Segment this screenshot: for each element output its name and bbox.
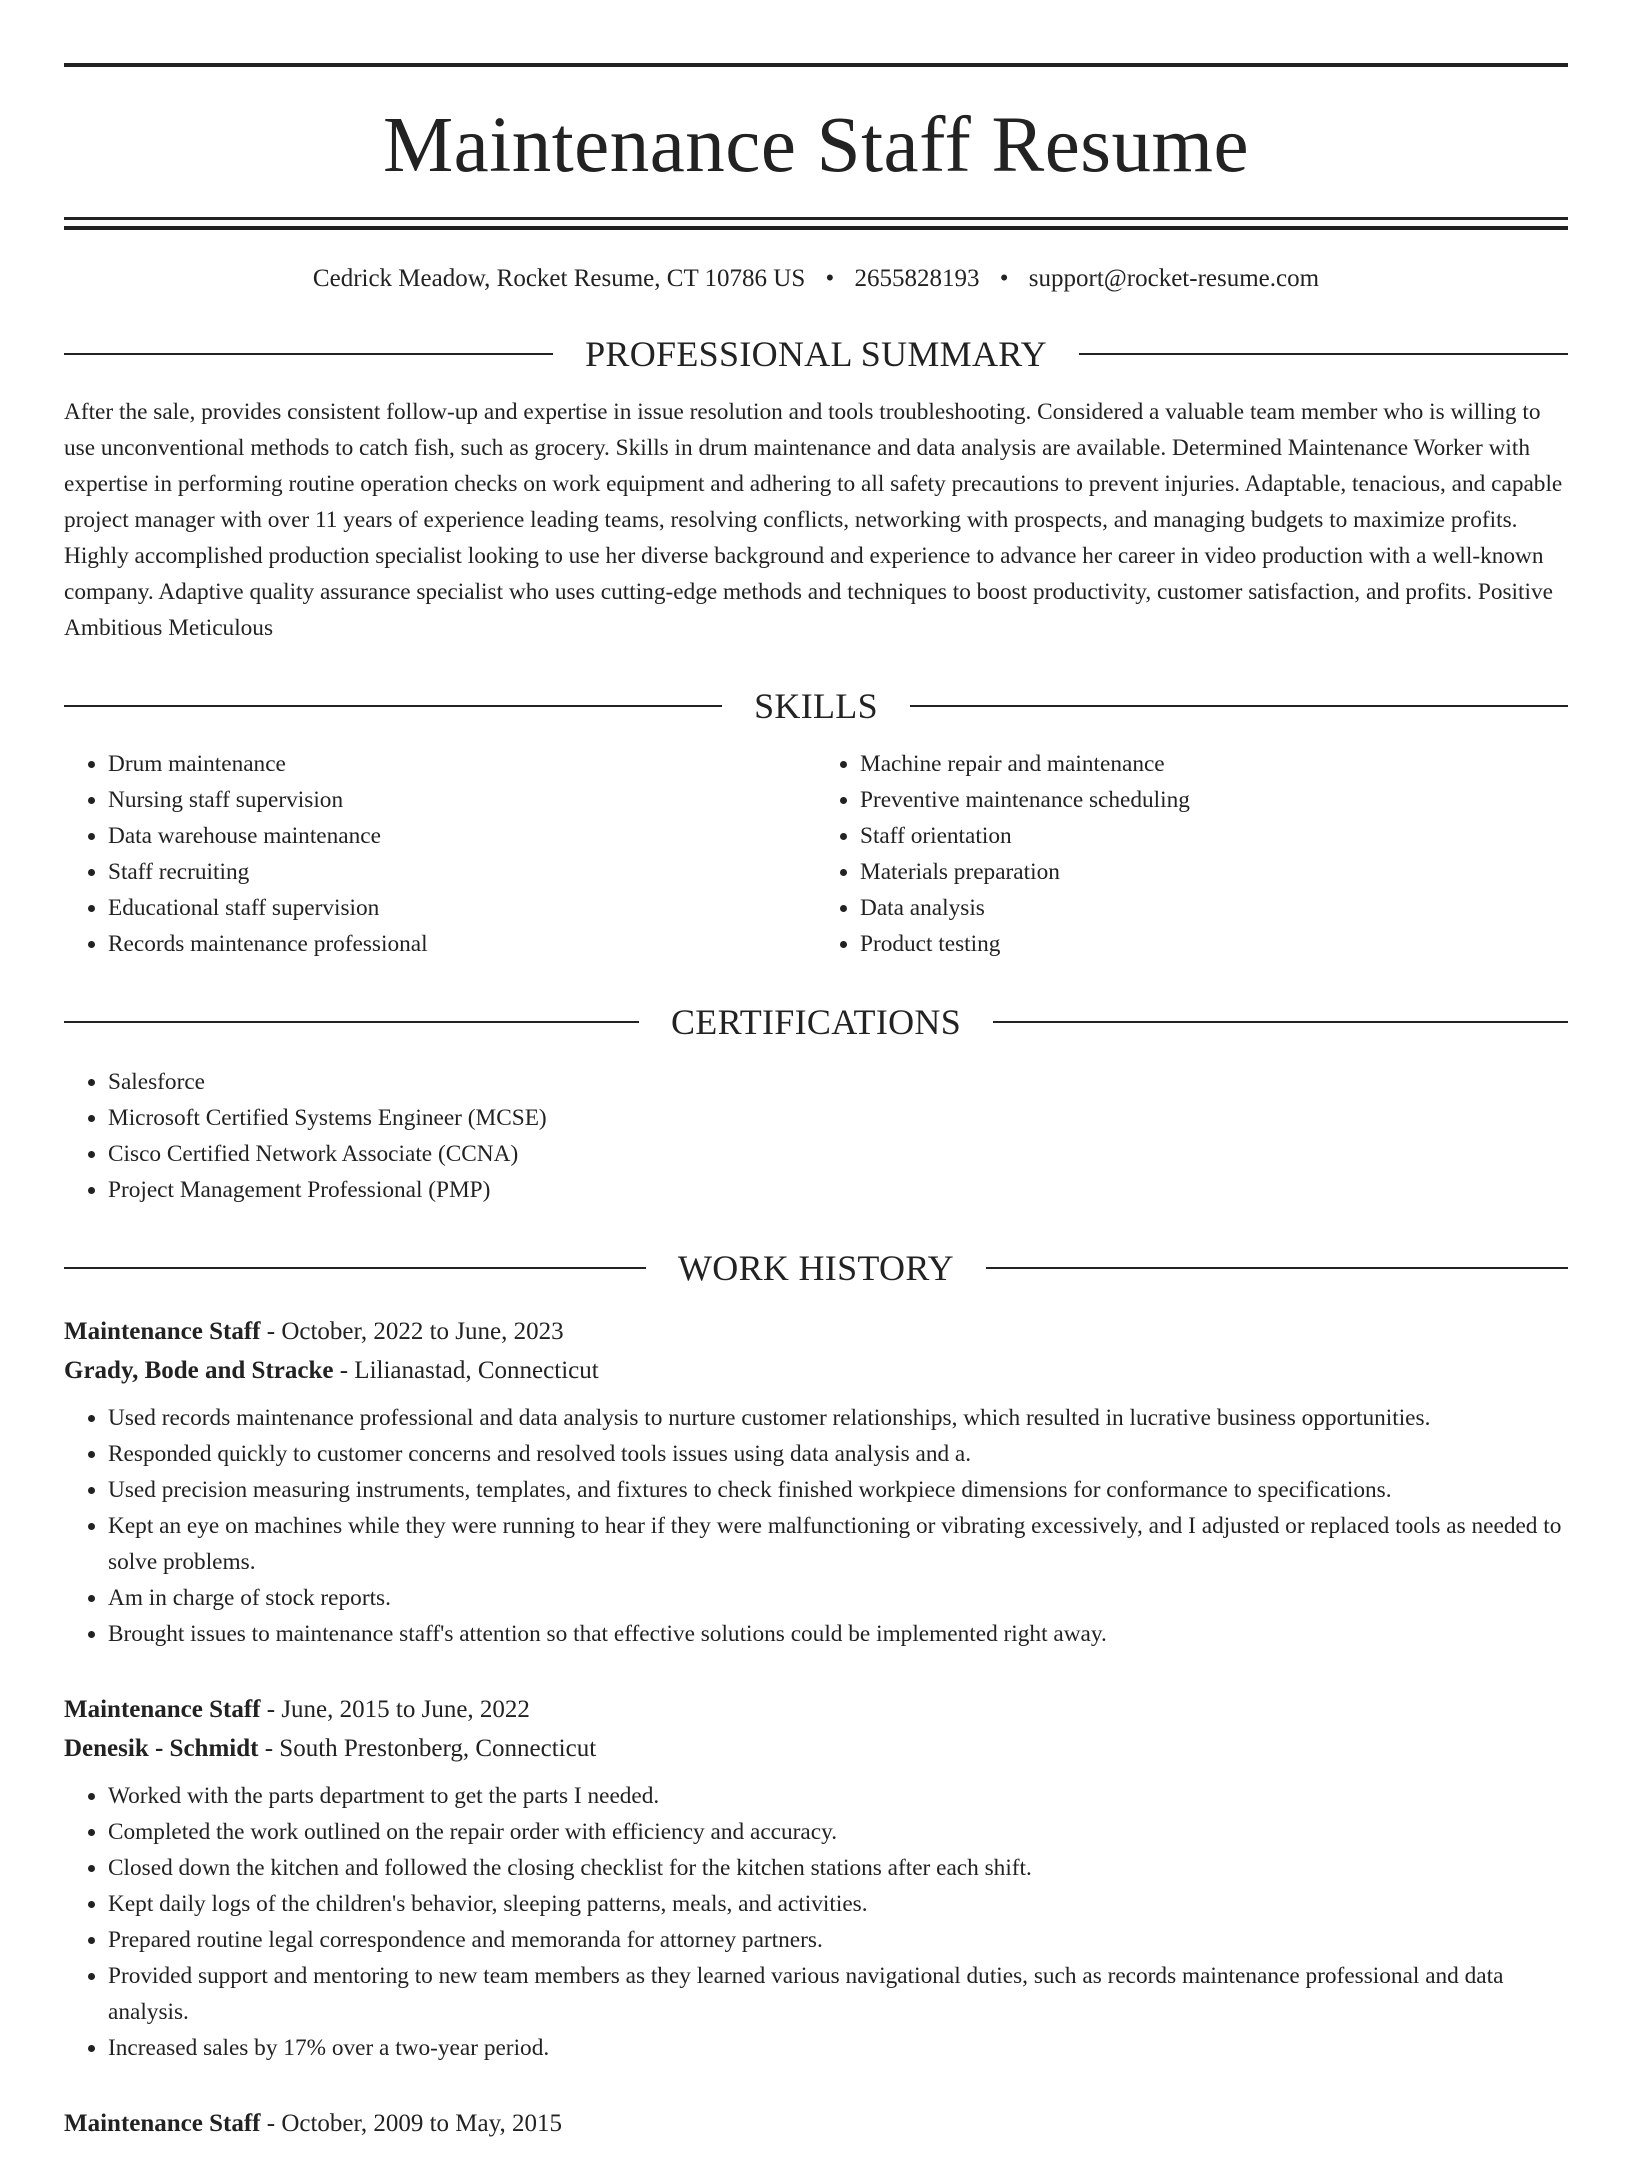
heading-rule-left xyxy=(64,1267,646,1269)
job-company-line xyxy=(64,1729,1568,1768)
heading-rule-left xyxy=(64,1021,639,1023)
job-bullet: • Responded quickly to customer concerns and resolved tools issues using data analysis and a. xyxy=(108,1436,1568,1472)
job-entry xyxy=(64,1312,1568,1652)
summary-heading-label: PROFESSIONAL SUMMARY xyxy=(585,334,1047,374)
skill-item: • Product testing xyxy=(860,926,1568,962)
contact-address: Cedrick Meadow, Rocket Resume, CT 10786 US xyxy=(312,265,806,292)
job-title-line xyxy=(64,1312,1568,1351)
job-bullet: • Kept daily logs of the children's behavior, sleeping patterns, meals, and activities. xyxy=(108,1886,1568,1922)
work-history-heading-label: WORK HISTORY xyxy=(678,1248,954,1288)
title-double-rule xyxy=(64,217,1568,230)
contact-separator: • xyxy=(999,265,1009,292)
skill-item: • Records maintenance professional xyxy=(108,926,816,962)
job-bullet: • Prepared routine legal correspondence and memoranda for attorney partners. xyxy=(108,1922,1568,1958)
skill-item: • Staff orientation xyxy=(860,818,1568,854)
heading-rule-right xyxy=(1079,353,1568,355)
top-rule xyxy=(64,63,1568,67)
job-bullet: • Brought issues to maintenance staff's attention so that effective solutions could be implemented right away. xyxy=(108,1616,1568,1652)
work-history-heading xyxy=(64,1250,1568,1286)
job-bullet: • Increased sales by 17% over a two-year period. xyxy=(108,2030,1568,2066)
summary-text: After the sale, provides consistent follow-up and expertise in issue resolution and tools troubleshooting. Considered a valuable team member who is willing to use unconventional methods to catch fish, such as grocery. Skills in drum maintenance and data analysis are available. Determined Maintenance Worker with expertise in performing routine operation checks on work equipment and adhering to all safety precautions to prevent injuries. Adaptable, tenacious, and capable project manager with over 11 years of experience leading teams, resolving conflicts, networking with prospects, and managing budgets to maximize profits. Highly accomplished production specialist looking to use her diverse background and experience to advance her career in video production with a well-known company. Adaptive quality assurance specialist who uses cutting-edge methods and techniques to boost productivity, customer satisfaction, and profits. Positive Ambitious Meticulous xyxy=(64,399,1563,641)
skills-list-right xyxy=(816,746,1568,962)
skills-heading-label: SKILLS xyxy=(754,686,878,726)
job-location: - Lilianastad, Connecticut xyxy=(333,1357,599,1384)
heading-rule-left xyxy=(64,705,722,707)
certifications-list xyxy=(64,1064,1568,1208)
contact-email: support@rocket-resume.com xyxy=(1028,265,1320,292)
heading-rule-right xyxy=(986,1267,1568,1269)
certification-item: • Salesforce xyxy=(108,1064,1568,1100)
job-dates: - October, 2022 to June, 2023 xyxy=(260,1318,564,1345)
skill-item: • Machine repair and maintenance xyxy=(860,746,1568,782)
job-title-line xyxy=(64,1690,1568,1729)
summary-heading xyxy=(64,336,1568,372)
job-bullet: • Closed down the kitchen and followed the closing checklist for the kitchen stations after each shift. xyxy=(108,1850,1568,1886)
certifications-heading xyxy=(64,1004,1568,1040)
skill-item: • Staff recruiting xyxy=(108,854,816,890)
certification-item: • Microsoft Certified Systems Engineer (MCSE) xyxy=(108,1100,1568,1136)
job-dates: - October, 2009 to May, 2015 xyxy=(260,2110,562,2137)
job-title: Maintenance Staff xyxy=(64,1318,261,1345)
skill-item: • Educational staff supervision xyxy=(108,890,816,926)
resume-page xyxy=(0,63,1632,2175)
job-company-line xyxy=(64,1351,1568,1390)
skill-item: • Preventive maintenance scheduling xyxy=(860,782,1568,818)
job-bullet: • Used precision measuring instruments, templates, and fixtures to check finished workpiece dimensions for conformance to specifications. xyxy=(108,1472,1568,1508)
heading-rule-right xyxy=(993,1021,1568,1023)
skills-list-left xyxy=(64,746,816,962)
job-bullet: • Completed the work outlined on the repair order with efficiency and accuracy. xyxy=(108,1814,1568,1850)
skill-item: • Data analysis xyxy=(860,890,1568,926)
job-company: Denesik - Schmidt xyxy=(64,1735,259,1762)
job-location: - South Prestonberg, Connecticut xyxy=(258,1735,597,1762)
job-title: Maintenance Staff xyxy=(64,1696,261,1723)
certifications-heading-label: CERTIFICATIONS xyxy=(670,1002,962,1042)
job-dates: - June, 2015 to June, 2022 xyxy=(260,1696,530,1723)
certification-item: • Project Management Professional (PMP) xyxy=(108,1172,1568,1208)
job-bullet: • Used records maintenance professional and data analysis to nurture customer relationships, which resulted in lucrative business opportunities. xyxy=(108,1400,1568,1436)
skill-item: • Nursing staff supervision xyxy=(108,782,816,818)
skill-item: • Data warehouse maintenance xyxy=(108,818,816,854)
resume-title: Maintenance Staff Resume xyxy=(382,102,1250,189)
skills-columns xyxy=(64,746,1568,962)
certification-item: • Cisco Certified Network Associate (CCNA) xyxy=(108,1136,1568,1172)
contact-separator: • xyxy=(825,265,835,292)
job-title: Maintenance Staff xyxy=(64,2110,261,2137)
job-bullets xyxy=(64,1400,1568,1652)
job-entry xyxy=(64,1690,1568,2066)
job-bullet: • Kept an eye on machines while they were running to hear if they were malfunctioning or vibrating excessively, and I adjusted or replaced tools as needed to solve problems. xyxy=(108,1508,1568,1580)
skill-item: • Drum maintenance xyxy=(108,746,816,782)
job-entry xyxy=(64,2104,1568,2143)
job-bullet: • Am in charge of stock reports. xyxy=(108,1580,1568,1616)
heading-rule-right xyxy=(910,705,1568,707)
skill-item: • Materials preparation xyxy=(860,854,1568,890)
job-company: Grady, Bode and Stracke xyxy=(64,1357,334,1384)
job-bullets xyxy=(64,1778,1568,2066)
job-title-line xyxy=(64,2104,1568,2143)
contact-line xyxy=(64,264,1568,294)
contact-phone: 2655828193 xyxy=(854,265,980,292)
job-bullet: • Worked with the parts department to get the parts I needed. xyxy=(108,1778,1568,1814)
heading-rule-left xyxy=(64,353,553,355)
job-bullet: • Provided support and mentoring to new team members as they learned various navigational duties, such as records maintenance professional and data analysis. xyxy=(108,1958,1568,2030)
skills-heading xyxy=(64,688,1568,724)
